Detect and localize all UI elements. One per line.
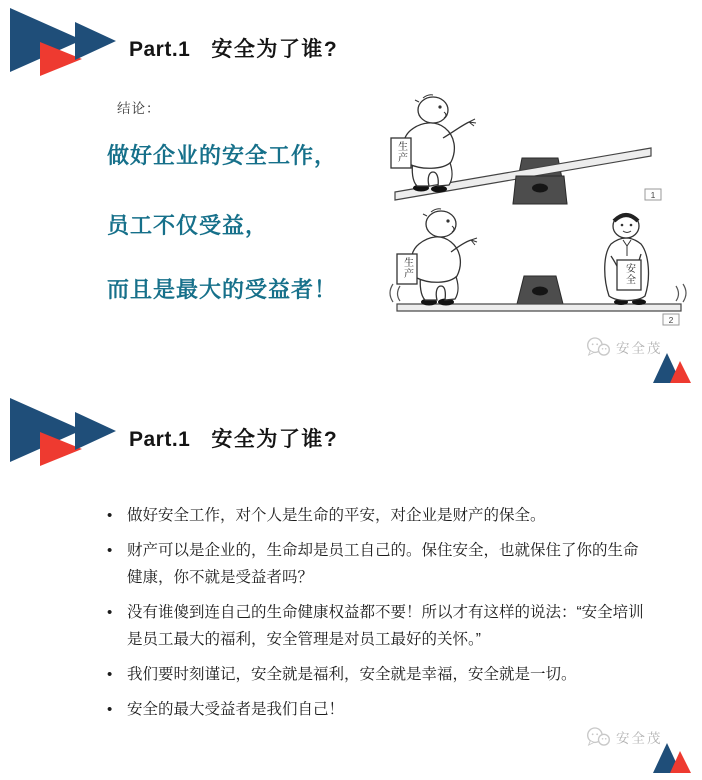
watermark-slide2 xyxy=(585,726,702,780)
seesaw-cartoon-illustration xyxy=(383,86,693,334)
bullet-item-2: • 财产可以是企业的，生命却是员工自己的。保住安全，也就保住了你的生命健康，你不就是受益者吗？ xyxy=(104,537,652,591)
figure2-number: 2 xyxy=(668,315,674,325)
watermark-slide1 xyxy=(585,336,702,390)
logo-small-navy-triangle xyxy=(75,22,116,60)
bullet-item-5: • 安全的最大受益者是我们自己！ xyxy=(104,696,652,723)
conclusion-line-3: 而且是最大的受益者！ xyxy=(107,277,338,302)
conclusion-line-2: 员工不仅受益， xyxy=(107,213,269,238)
slide2-title xyxy=(129,423,338,453)
slide1-title xyxy=(129,33,338,63)
production-sign-2: 生产 xyxy=(401,257,413,279)
fulcrum-1-hole xyxy=(532,184,548,193)
slide1-title-text: 安全为了谁? xyxy=(211,38,339,61)
conclusion-label: 结论： xyxy=(117,101,161,116)
bullet-item-1: • 做好安全工作，对个人是生命的平安，对企业是财产的保全。 xyxy=(104,502,652,529)
triangle-logo-icon xyxy=(0,390,126,474)
slide-2 xyxy=(0,390,702,780)
watermark-triangles-icon xyxy=(651,349,693,383)
slide1-title-part: Part.1 xyxy=(129,38,191,61)
bullet-item-4: • 我们要时刻谨记，安全就是福利，安全就是幸福，安全就是一切。 xyxy=(104,661,652,688)
wechat-icon xyxy=(585,336,612,358)
bullet-list xyxy=(104,502,652,731)
fulcrum-2-hole xyxy=(532,287,548,296)
conclusion-line-1: 做好企业的安全工作， xyxy=(107,143,338,168)
watermark-text: 安全茂 xyxy=(616,731,663,746)
logo-small-navy-triangle xyxy=(75,412,116,450)
wechat-icon xyxy=(585,726,612,748)
figure1-number: 1 xyxy=(650,190,656,200)
cartoon-panel-1 xyxy=(391,95,661,204)
bullet-item-3: • 没有谁傻到连自己的生命健康权益都不要！所以才有这样的说法：“安全培训是员工最大的福利，安全管理是对员工最好的关怀。” xyxy=(104,599,652,653)
triangle-logo-icon xyxy=(0,0,126,84)
safety-sign: 安全 xyxy=(623,263,635,285)
watermark-text: 安全茂 xyxy=(616,341,663,356)
slide2-title-part: Part.1 xyxy=(129,428,191,451)
safety-man xyxy=(605,214,649,305)
slide2-title-text: 安全为了谁? xyxy=(211,428,339,451)
cartoon-panel-2 xyxy=(390,209,686,325)
watermark-triangles-icon xyxy=(651,739,693,773)
production-sign-1: 生产 xyxy=(395,141,407,163)
plank-2 xyxy=(397,304,681,311)
